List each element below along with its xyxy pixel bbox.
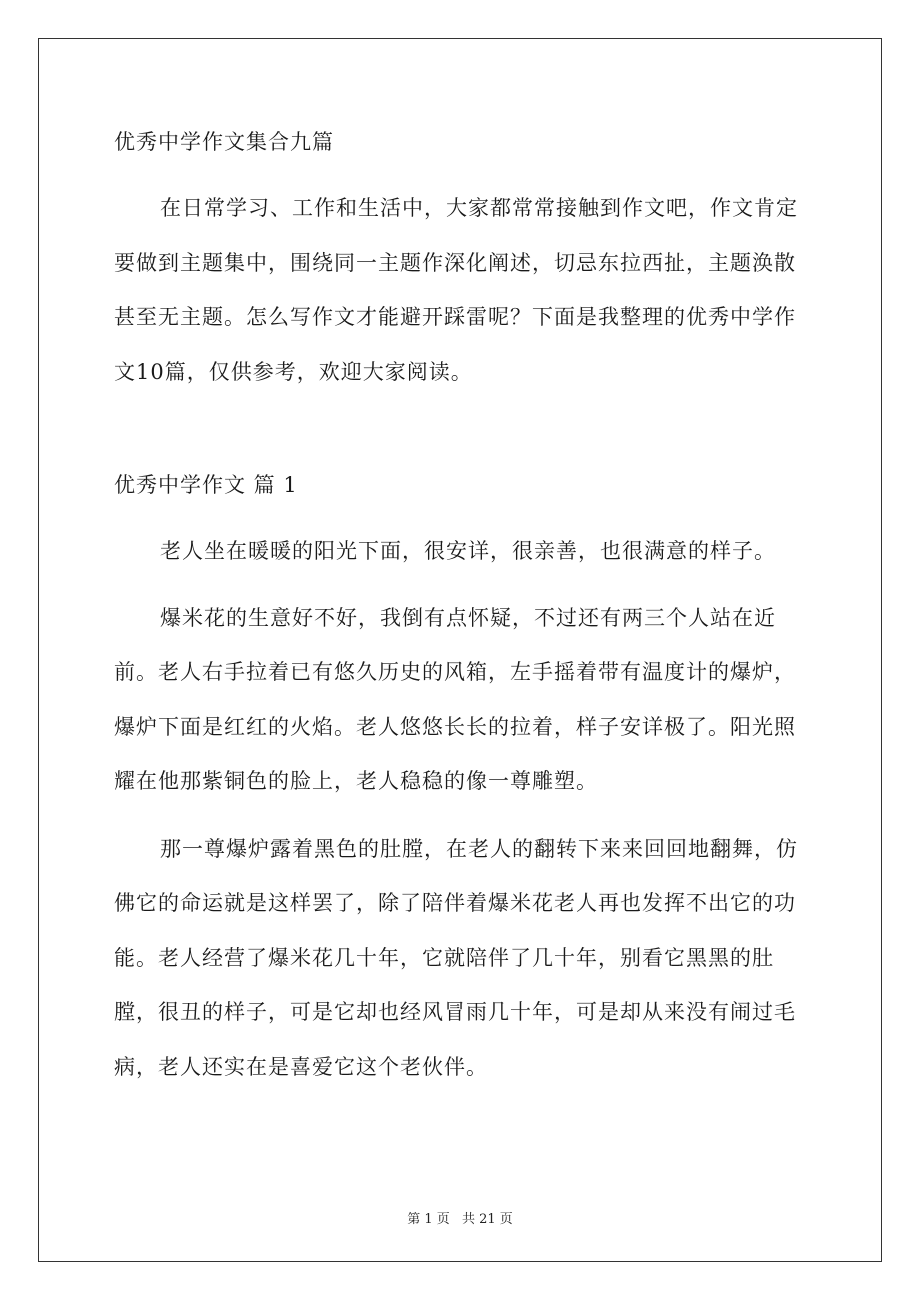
body-paragraph-1: 老人坐在暖暖的阳光下面，很安详，很亲善，也很满意的样子。: [160, 539, 776, 563]
body-paragraph-3: 那一尊爆炉露着黑色的肚膛，在老人的翻转下来来回回地翻舞，仿佛它的命运就是这样罢了，除了陪伴着爆米花老人再也发挥不出它的功能。老人经营了爆米花几十年，它就陪伴了几十年，别看它黑黑的肚膛，很丑的样子，可是它却也经风冒雨几十年，可是却从来没有闹过毛病，老人还实在是喜爱它这个老伙伴。: [114, 836, 798, 1079]
body-paragraph-2: 爆米花的生意好不好，我倒有点怀疑，不过还有两三个人站在近前。老人右手拉着已有悠久历史的风箱，左手摇着带有温度计的爆炉，爆炉下面是红红的火焰。老人悠悠长长的拉着，样子安详极了。阳光照耀在他那紫铜色的脸上，老人稳稳的像一尊雕塑。: [114, 605, 796, 793]
page-total: 共 21 页: [461, 1212, 513, 1227]
intro-paragraph: 在日常学习、工作和生活中，大家都常常接触到作文吧，作文肯定要做到主题集中，围绕同一主题作深化阐述，切忌东拉西扯，主题涣散甚至无主题。怎么写作文才能避开踩雷呢？下面是我整理的优秀中学作文10篇，仅供参考，欢迎大家阅读。: [114, 196, 798, 384]
document-title: 优秀中学作文集合九篇: [114, 130, 334, 154]
document-body: [114, 122, 814, 1094]
page-footer: [0, 1208, 920, 1227]
page-number: 第 1 页: [407, 1212, 450, 1227]
section-heading: 优秀中学作文 篇 1: [114, 473, 298, 497]
